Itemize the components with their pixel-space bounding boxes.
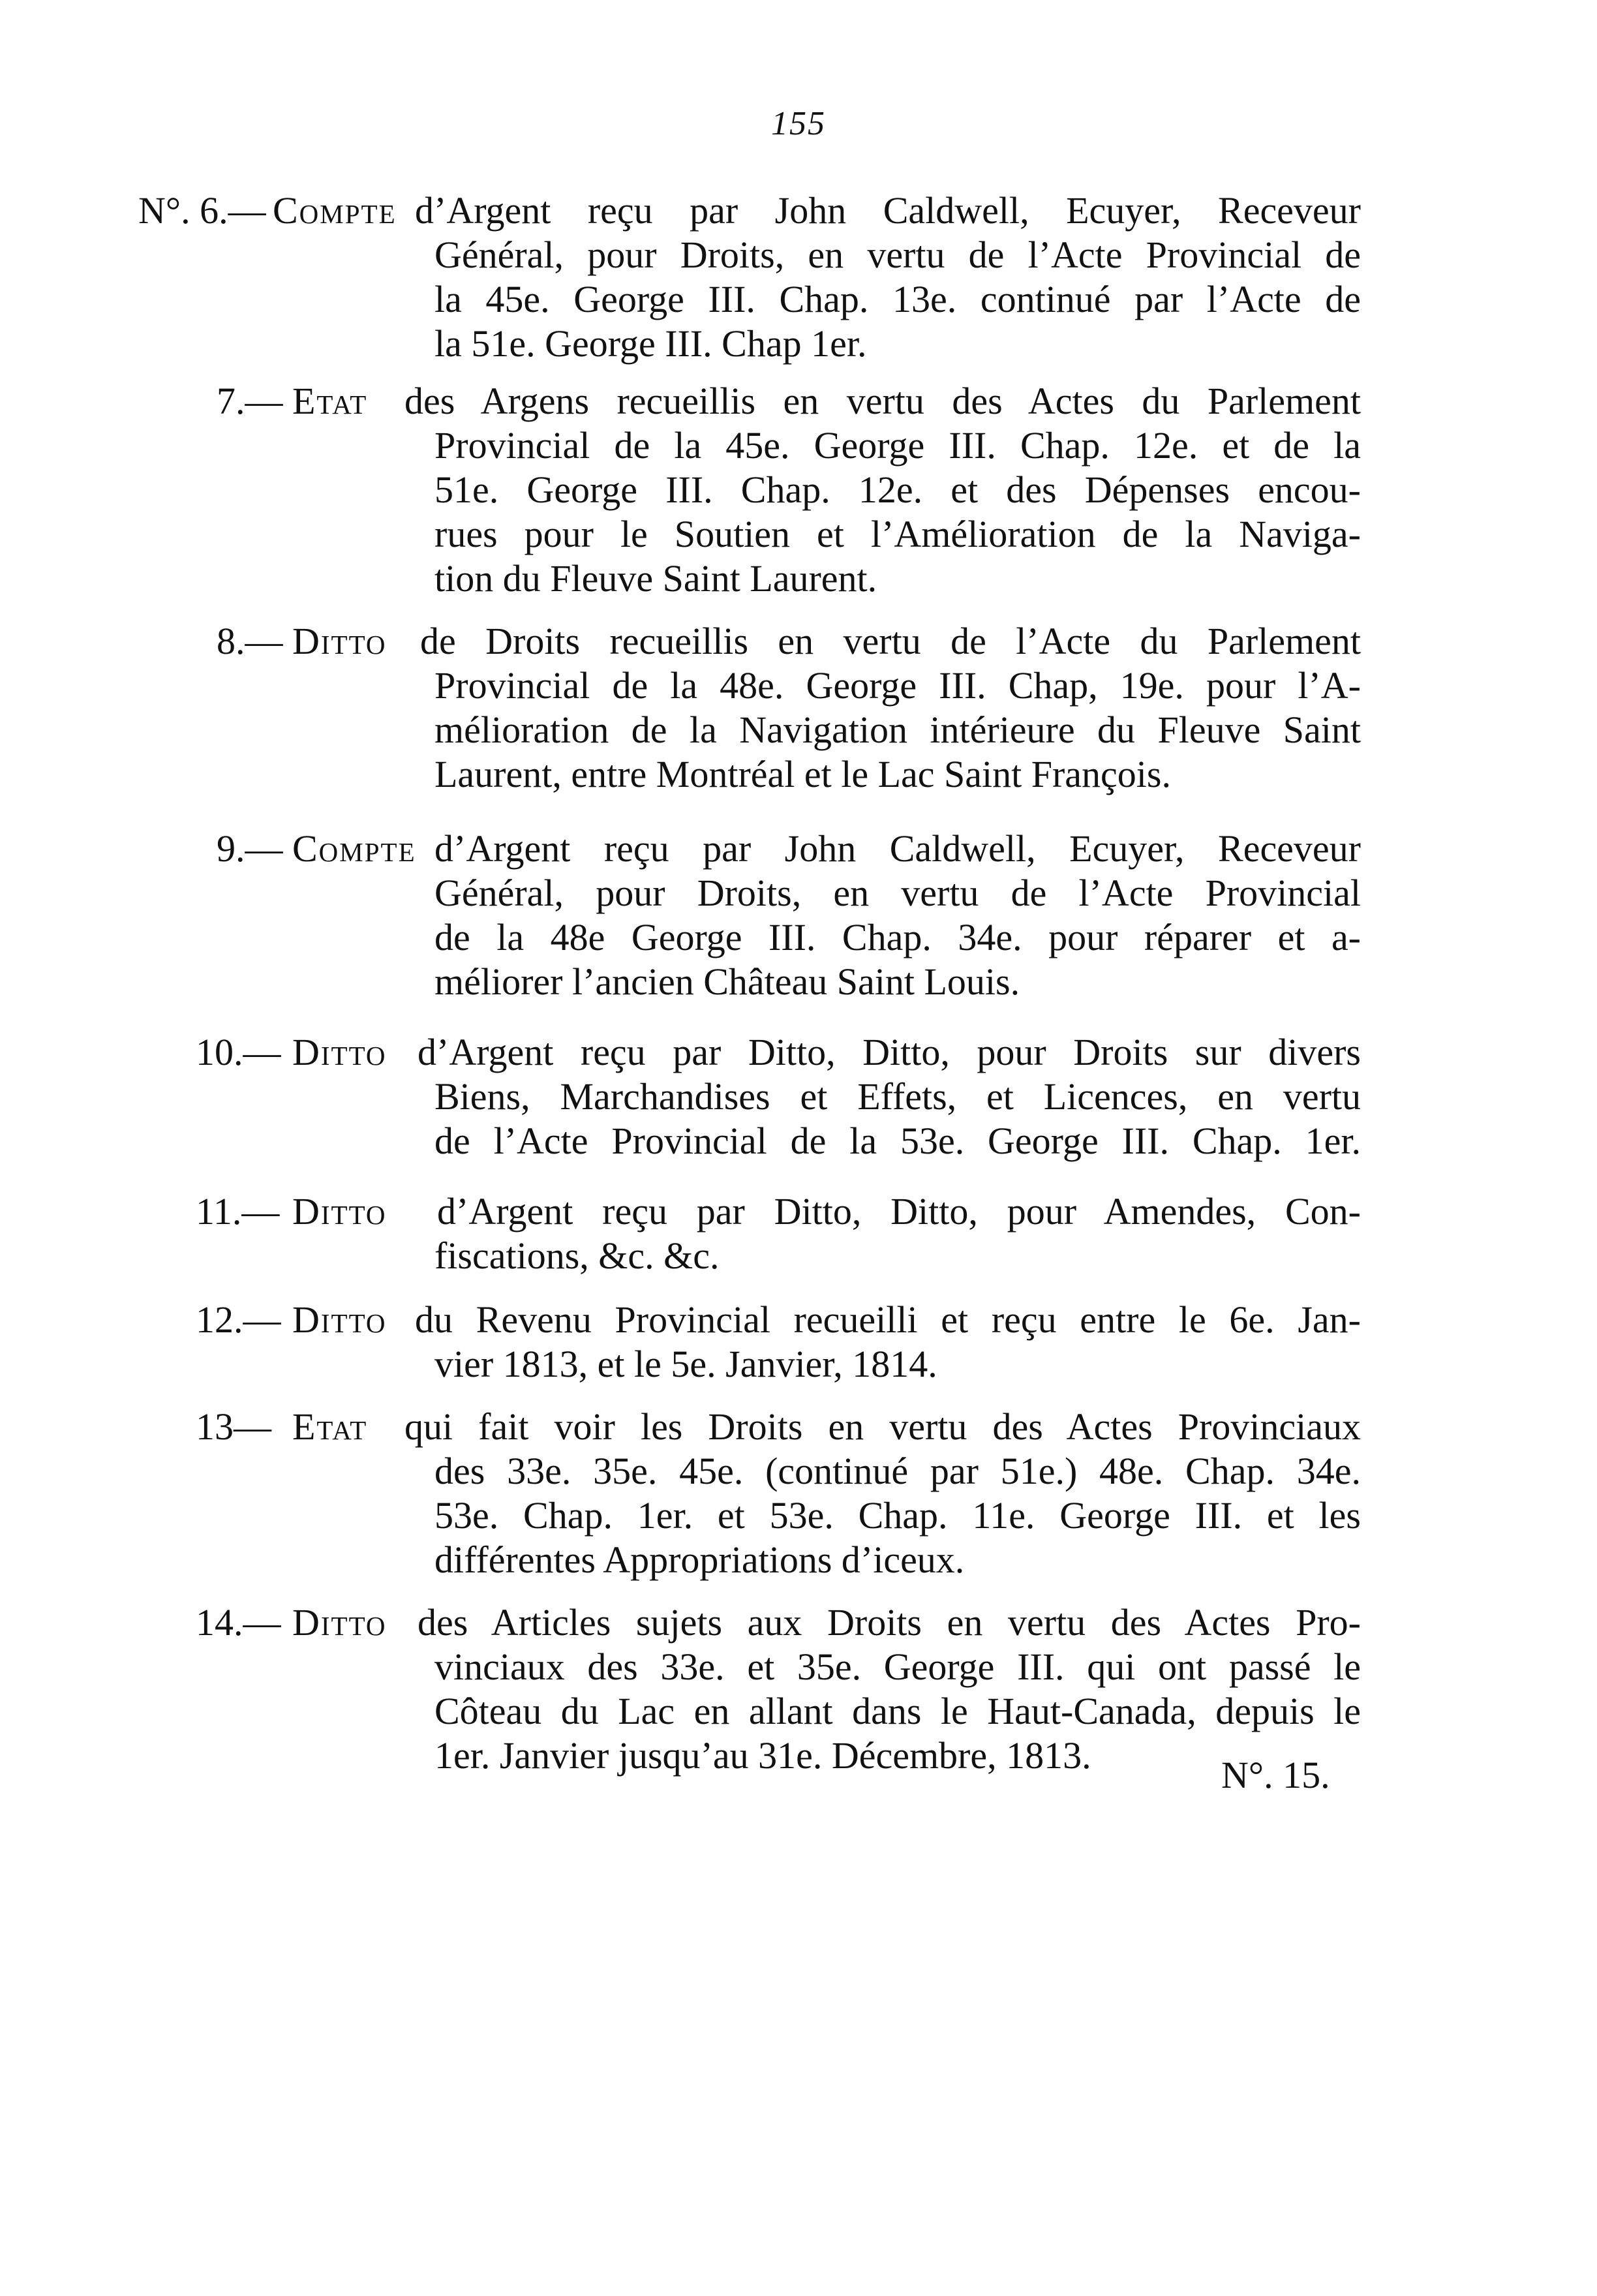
entry-lead-word: Ditto (292, 1190, 387, 1232)
entry-line: d’Argent reçu par John Caldwell, Ecuyer, Receveur (434, 827, 1361, 870)
entry-line: tion du Fleuve Saint Laurent. (434, 557, 877, 600)
entry-line: d’Argent reçu par Ditto, Ditto, pour Amendes, Con- (437, 1190, 1361, 1232)
entry-line: de la 48e George III. Chap. 34e. pour réparer et a- (434, 916, 1361, 958)
entry-number: N°. 6.— (138, 189, 266, 232)
entry-line: Provincial de la 45e. George III. Chap. 12e. et de la (434, 424, 1361, 467)
entry-line: vier 1813, et le 5e. Janvier, 1814. (434, 1343, 937, 1385)
entry-line: Laurent, entre Montréal et le Lac Saint François. (434, 753, 1171, 795)
entry-line: fiscations, &c. &c. (434, 1234, 720, 1277)
entry-lead-word: Compte (292, 827, 416, 870)
entry-lead-word: Ditto (292, 1031, 387, 1073)
entry-lead-word: Ditto (292, 1298, 387, 1341)
entry-number: 12.— (196, 1298, 281, 1341)
entry-lead-word: Ditto (292, 1601, 387, 1644)
entry-lead-word: Etat (292, 1405, 368, 1448)
entry-line: 1er. Janvier jusqu’au 31e. Décembre, 1813. (434, 1734, 1091, 1777)
entry-line: Général, pour Droits, en vertu de l’Acte Provincial de (434, 234, 1361, 276)
entry-line: Côteau du Lac en allant dans le Haut-Canada, depuis le (434, 1690, 1361, 1732)
entry-line: la 45e. George III. Chap. 13e. continué par l’Acte de (434, 278, 1361, 320)
entry-line: d’Argent reçu par Ditto, Ditto, pour Droits sur divers (418, 1031, 1361, 1073)
entry-line: des 33e. 35e. 45e. (continué par 51e.) 48e. Chap. 34e. (434, 1450, 1361, 1492)
entry-line: méliorer l’ancien Château Saint Louis. (434, 960, 1020, 1003)
entry-number: 13— (196, 1405, 271, 1448)
entry-line: des Argens recueillis en vertu des Actes du Parlement (404, 380, 1361, 422)
entry-line: différentes Appropriations d’iceux. (434, 1538, 965, 1581)
catchword: N°. 15. (1221, 1754, 1330, 1796)
entry-number: 9.— (217, 827, 283, 870)
entry-lead-word: Ditto (292, 620, 387, 662)
entry-line: 53e. Chap. 1er. et 53e. Chap. 11e. George III. et les (434, 1494, 1361, 1537)
entry-number: 11.— (196, 1190, 280, 1232)
entry-line: 51e. George III. Chap. 12e. et des Dépenses encou- (434, 468, 1361, 511)
entry-line: la 51e. George III. Chap 1er. (434, 322, 867, 365)
entry-line: vinciaux des 33e. et 35e. George III. qui ont passé le (434, 1645, 1361, 1688)
entry-line: de Droits recueillis en vertu de l’Acte du Parlement (420, 620, 1361, 662)
entry-line: des Articles sujets aux Droits en vertu des Actes Pro- (418, 1601, 1361, 1644)
entry-line: mélioration de la Navigation intérieure du Fleuve Saint (434, 709, 1361, 751)
entry-line: qui fait voir les Droits en vertu des Actes Provinciaux (404, 1405, 1361, 1448)
entry-line: rues pour le Soutien et l’Amélioration de la Naviga- (434, 513, 1361, 555)
page-number: 155 (771, 105, 826, 142)
entry-line: Biens, Marchandises et Effets, et Licences, en vertu (434, 1075, 1361, 1118)
entry-number: 14.— (196, 1601, 281, 1644)
entry-number: 10.— (196, 1031, 281, 1073)
entry-lead-word: Etat (292, 380, 368, 422)
entry-lead-word: Compte (273, 189, 397, 232)
entry-number: 7.— (217, 380, 283, 422)
entry-line: Général, pour Droits, en vertu de l’Acte Provincial (434, 872, 1361, 914)
entry-line: Provincial de la 48e. George III. Chap, 19e. pour l’A- (434, 664, 1361, 707)
entry-number: 8.— (217, 620, 283, 662)
entry-line: de l’Acte Provincial de la 53e. George III. Chap. 1er. (434, 1120, 1361, 1162)
entry-line: d’Argent reçu par John Caldwell, Ecuyer, Receveur (415, 189, 1361, 232)
entry-line: du Revenu Provincial recueilli et reçu entre le 6e. Jan- (415, 1298, 1361, 1341)
